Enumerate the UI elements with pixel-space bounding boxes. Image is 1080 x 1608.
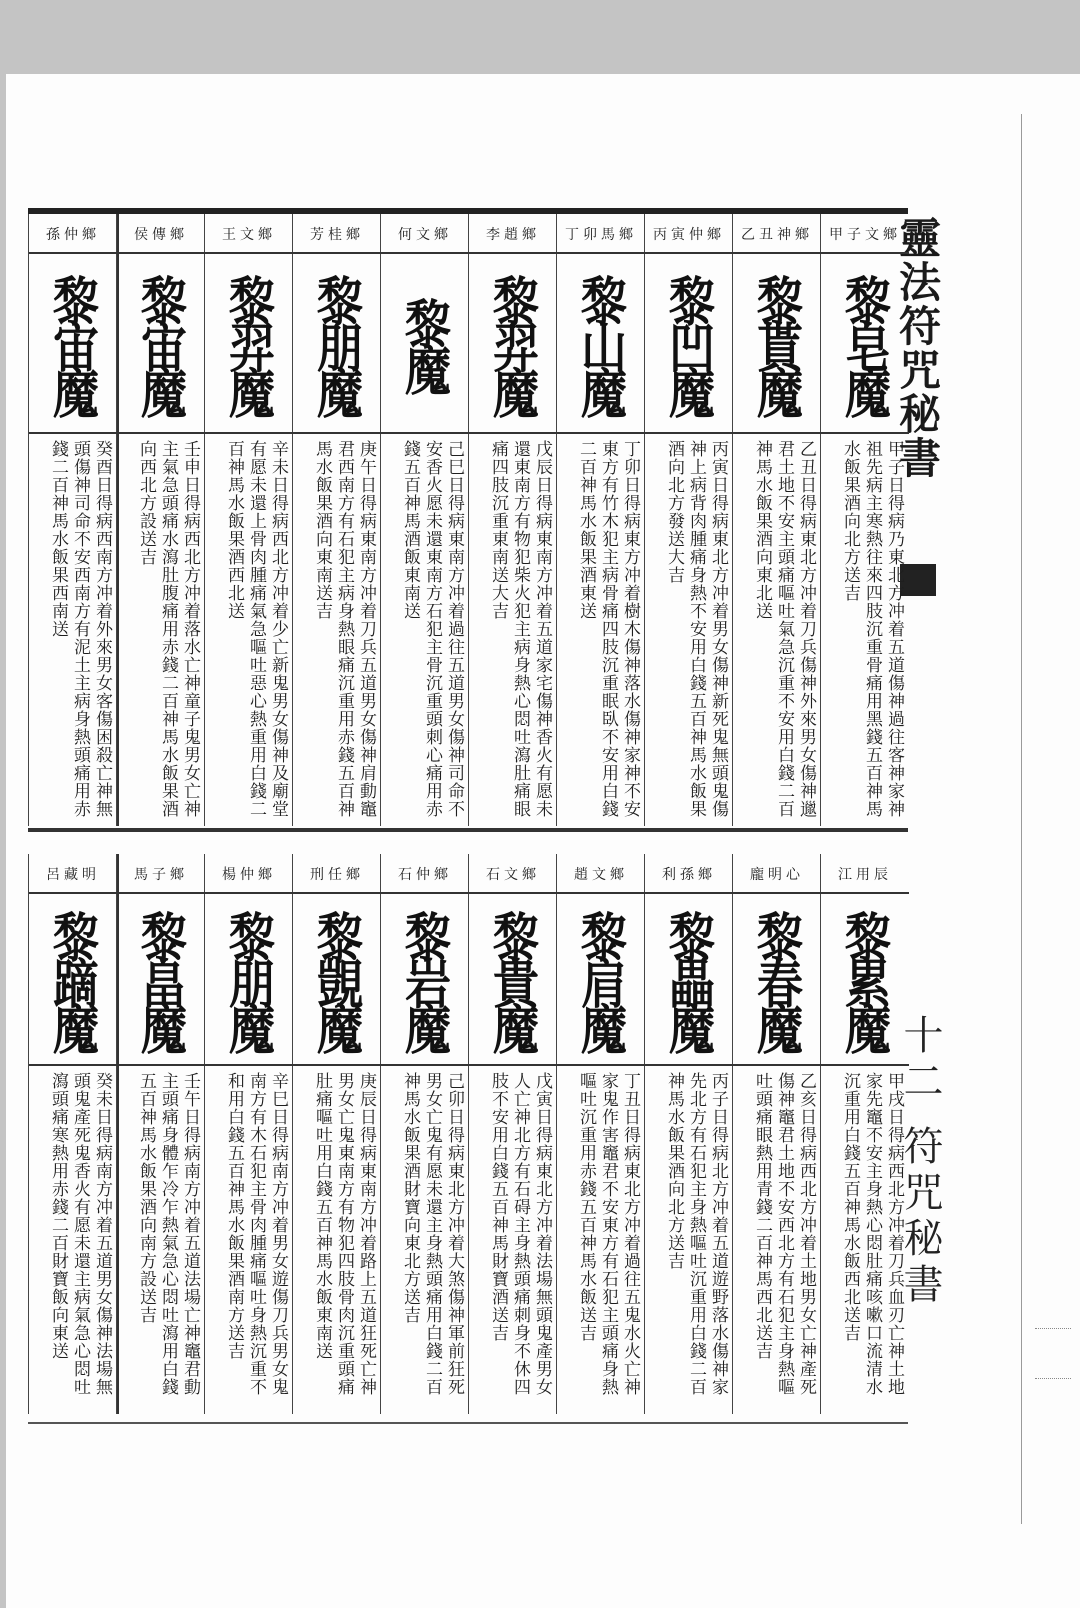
talisman-column bbox=[292, 854, 381, 1414]
talisman-glyph: 黎朋魔 bbox=[310, 274, 364, 412]
talisman-column bbox=[28, 214, 119, 826]
talisman-glyph: 黎岩魔 bbox=[398, 910, 452, 1048]
talisman-glyph: 黎宙魔 bbox=[46, 274, 100, 412]
talisman-column bbox=[644, 854, 733, 1414]
talisman-glyph: 黎覬魔 bbox=[310, 910, 364, 1048]
talisman-column bbox=[732, 854, 821, 1414]
talisman-glyph: 黎畾魔 bbox=[662, 910, 716, 1048]
remedy-text: 甲戌日得病西北方冲着刀兵血刃亡神土地家先竈不安主身熱心悶肚痛咳嗽口流清水沉重用白錢五百神馬水飯西北送吉 bbox=[840, 1072, 904, 1396]
talisman-column bbox=[28, 854, 119, 1414]
remedy-text: 庚辰日得病東南方冲着路上五道狂死亡神男女亡鬼東南方有物犯四肢骨肉沉重頭痛肚痛嘔吐用白錢五百神馬水飯東南送 bbox=[312, 1072, 376, 1396]
talisman-glyph: 黎宙魔 bbox=[134, 274, 188, 412]
column-caption: 利孫鄉 bbox=[645, 858, 733, 894]
column-caption: 丙寅仲鄉 bbox=[645, 218, 733, 254]
folio: 十二 符咒秘書 bbox=[897, 1014, 943, 1309]
remedy-text: 丁丑日得病東北方冲着過往五鬼水火亡神家鬼作害竈君不安東方有石犯主頭痛身熱嘔吐沉重用赤錢五百神馬水飯送吉 bbox=[576, 1072, 640, 1396]
band-divider bbox=[28, 828, 908, 832]
spine-rule bbox=[1021, 114, 1022, 1524]
column-caption: 芳桂鄉 bbox=[293, 218, 381, 254]
column-caption: 馬子鄉 bbox=[117, 858, 205, 894]
talisman-seal bbox=[733, 254, 821, 434]
talisman-column bbox=[380, 854, 469, 1414]
talisman-seal bbox=[557, 254, 645, 434]
column-caption: 趙文鄉 bbox=[557, 858, 645, 894]
talisman-seal bbox=[381, 254, 469, 434]
remedy-text: 壬午日得病南方冲着五道法場亡神竈君動主頭痛身體乍冷乍熱氣急心悶吐瀉用白錢五百神馬水飯果酒向南方設送吉 bbox=[136, 1072, 200, 1396]
talisman-glyph: 黎山魔 bbox=[574, 274, 628, 412]
remedy-text: 戊寅日得病東北方冲着法場無頭鬼產男女人亡神北方有石碍主身熱頭痛刺身不休四肢不安用白錢五百神馬財寶酒送吉 bbox=[488, 1072, 552, 1396]
talisman-seal bbox=[821, 254, 909, 434]
scanned-page bbox=[6, 74, 1080, 1608]
talisman-column bbox=[556, 854, 645, 1414]
talisman-seal bbox=[469, 254, 557, 434]
column-caption: 刑任鄉 bbox=[293, 858, 381, 894]
remedy-text: 甲子日得病乃東北方冲着五道傷神過往客神家神祖先病主寒熱往來四肢沉重骨痛用黑錢五百神馬水飯果酒向北方送吉 bbox=[840, 440, 904, 818]
talisman-seal bbox=[29, 254, 117, 434]
talisman-seal bbox=[117, 254, 205, 434]
talisman-column bbox=[820, 214, 909, 826]
talisman-seal bbox=[29, 894, 117, 1066]
talisman-glyph: 黎春魔 bbox=[750, 910, 804, 1048]
column-caption: 石文鄉 bbox=[469, 858, 557, 894]
top-band bbox=[28, 214, 908, 826]
column-caption: 孫仲鄉 bbox=[29, 218, 117, 254]
talisman-seal bbox=[117, 894, 205, 1066]
remedy-text: 辛巳日得病南方冲着男女遊傷刀兵男女鬼南方有木石犯主骨肉腫痛嘔吐身熱沉重不和用白錢五百神馬水飯果酒南方送吉 bbox=[224, 1072, 288, 1396]
talisman-glyph: 黎皂魔 bbox=[838, 274, 892, 412]
margin-dotted-rule bbox=[1035, 1328, 1071, 1330]
talisman-seal bbox=[381, 894, 469, 1066]
talisman-glyph: 黎貰魔 bbox=[750, 274, 804, 412]
talisman-glyph: 黎蹢魔 bbox=[46, 910, 100, 1048]
talisman-table bbox=[28, 208, 908, 1424]
column-caption: 石仲鄉 bbox=[381, 858, 469, 894]
talisman-column bbox=[556, 214, 645, 826]
remedy-text: 壬申日得病西北方冲着落水亡神童子鬼男女亡神主氣急頭痛水瀉肚腹痛用赤錢二百神馬水飯果酒向西北方設送吉 bbox=[136, 440, 200, 818]
talisman-seal bbox=[469, 894, 557, 1066]
talisman-seal bbox=[821, 894, 909, 1066]
talisman-column bbox=[468, 214, 557, 826]
column-caption: 何文鄉 bbox=[381, 218, 469, 254]
remedy-text: 辛未日得病西北方冲着少亡新鬼男女傷神及廟堂有愿未還上骨肉腫痛氣急嘔吐惡心熱重用白錢二百神馬水飯果酒西北送 bbox=[224, 440, 288, 818]
talisman-seal bbox=[205, 254, 293, 434]
talisman-column bbox=[116, 214, 205, 826]
remedy-text: 己卯日得病東北方冲着大煞傷神軍前狂死男女亡鬼有愿未還主身熱頭痛用白錢二百神馬水飯果酒財寶向東北方送吉 bbox=[400, 1072, 464, 1396]
book-title: 靈法符咒秘書 bbox=[893, 216, 942, 480]
remedy-text: 癸酉日得病西南方冲着外來男女客傷困殺亡神無頭傷神司命不安西南方有泥土主病身熱頭痛用赤錢二百神馬水飯果西南送 bbox=[48, 440, 112, 818]
talisman-column bbox=[380, 214, 469, 826]
column-caption: 龐明心 bbox=[733, 858, 821, 894]
talisman-column bbox=[644, 214, 733, 826]
column-caption: 乙丑神鄉 bbox=[733, 218, 821, 254]
talisman-glyph: 黎魔 bbox=[398, 297, 452, 389]
talisman-glyph: 黎貴魔 bbox=[486, 910, 540, 1048]
remedy-text: 戊辰日得病東南方冲着五道家宅傷神香火有愿未還東南方有物犯柴火犯主病身熱心悶吐瀉肚痛眼痛四肢沉重東南送大吉 bbox=[488, 440, 552, 818]
talisman-seal bbox=[293, 254, 381, 434]
talisman-seal bbox=[645, 254, 733, 434]
talisman-column bbox=[732, 214, 821, 826]
talisman-glyph: 黎肩魔 bbox=[574, 910, 628, 1048]
margin-dotted-rule bbox=[1035, 1378, 1071, 1380]
talisman-glyph: 黎羿魔 bbox=[486, 274, 540, 412]
talisman-column bbox=[468, 854, 557, 1414]
remedy-text: 丙子日得病北方冲着五道遊野落水傷神家先北方有石犯主身熱嘔吐沉重用白錢二百神馬水飯果酒向北方送吉 bbox=[664, 1072, 728, 1396]
talisman-glyph: 黎累魔 bbox=[838, 910, 892, 1048]
column-caption: 丁卯馬鄉 bbox=[557, 218, 645, 254]
remedy-text: 癸未日得病南方冲着五道男女傷神法場無頭鬼產死鬼香火有愿未還主病氣急心悶吐瀉頭痛寒熱用赤錢二百財寶飯向東送 bbox=[48, 1072, 112, 1396]
talisman-seal bbox=[557, 894, 645, 1066]
talisman-glyph: 黎凹魔 bbox=[662, 274, 716, 412]
talisman-column bbox=[204, 854, 293, 1414]
remedy-text: 丙寅日得病東北方冲着男女傷神新死鬼無頭鬼傷神上病背肉腫痛身熱不安用白錢五百神馬水飯果酒向北方發送大吉 bbox=[664, 440, 728, 818]
talisman-seal bbox=[205, 894, 293, 1066]
talisman-seal bbox=[645, 894, 733, 1066]
column-caption: 李趙鄉 bbox=[469, 218, 557, 254]
column-caption: 楊仲鄉 bbox=[205, 858, 293, 894]
talisman-seal bbox=[293, 894, 381, 1066]
talisman-column bbox=[116, 854, 205, 1414]
talisman-glyph: 黎羿魔 bbox=[222, 274, 276, 412]
talisman-column bbox=[292, 214, 381, 826]
remedy-text: 庚午日得病東南方冲着刀兵五道男女傷神肩動竈君西南方有石犯主病身熱眼痛沉重用赤錢五百神馬水飯果酒向東南送吉 bbox=[312, 440, 376, 818]
bottom-rule bbox=[28, 1422, 908, 1424]
talisman-glyph: 黎畠魔 bbox=[134, 910, 188, 1048]
column-caption: 甲子文鄉 bbox=[821, 218, 909, 254]
talisman-seal bbox=[733, 894, 821, 1066]
remedy-text: 己巳日得病東南方冲着過往五道男女傷神司命不安香火愿未還東南方石犯主骨沉重頭刺心痛用赤錢五百神馬酒飯東南送 bbox=[400, 440, 464, 818]
talisman-column bbox=[204, 214, 293, 826]
bottom-band bbox=[28, 854, 908, 1414]
remedy-text: 乙亥日得病西北方冲着土地男女亡神產死傷神竈君土地不安西北方有石犯主身熱嘔吐頭痛眼熱用青錢二百神馬西北送吉 bbox=[752, 1072, 816, 1396]
column-caption: 呂藏明 bbox=[29, 858, 117, 894]
remedy-text: 丁卯日得病東方冲着樹木傷神落水傷神家神不安東方有竹木犯主病骨痛四肢沉重眠臥不安用白錢二百神馬水飯果酒東送 bbox=[576, 440, 640, 818]
talisman-glyph: 黎朋魔 bbox=[222, 910, 276, 1048]
column-caption: 王文鄉 bbox=[205, 218, 293, 254]
column-caption: 侯傳鄉 bbox=[117, 218, 205, 254]
column-caption: 江用辰 bbox=[821, 858, 909, 894]
talisman-column bbox=[820, 854, 909, 1414]
remedy-text: 乙丑日得病東北方冲着刀兵傷神外來男女傷神邋君土地不安主頭痛嘔吐氣急沉重不安用白錢二百神馬水飯果酒向東北送 bbox=[752, 440, 816, 818]
